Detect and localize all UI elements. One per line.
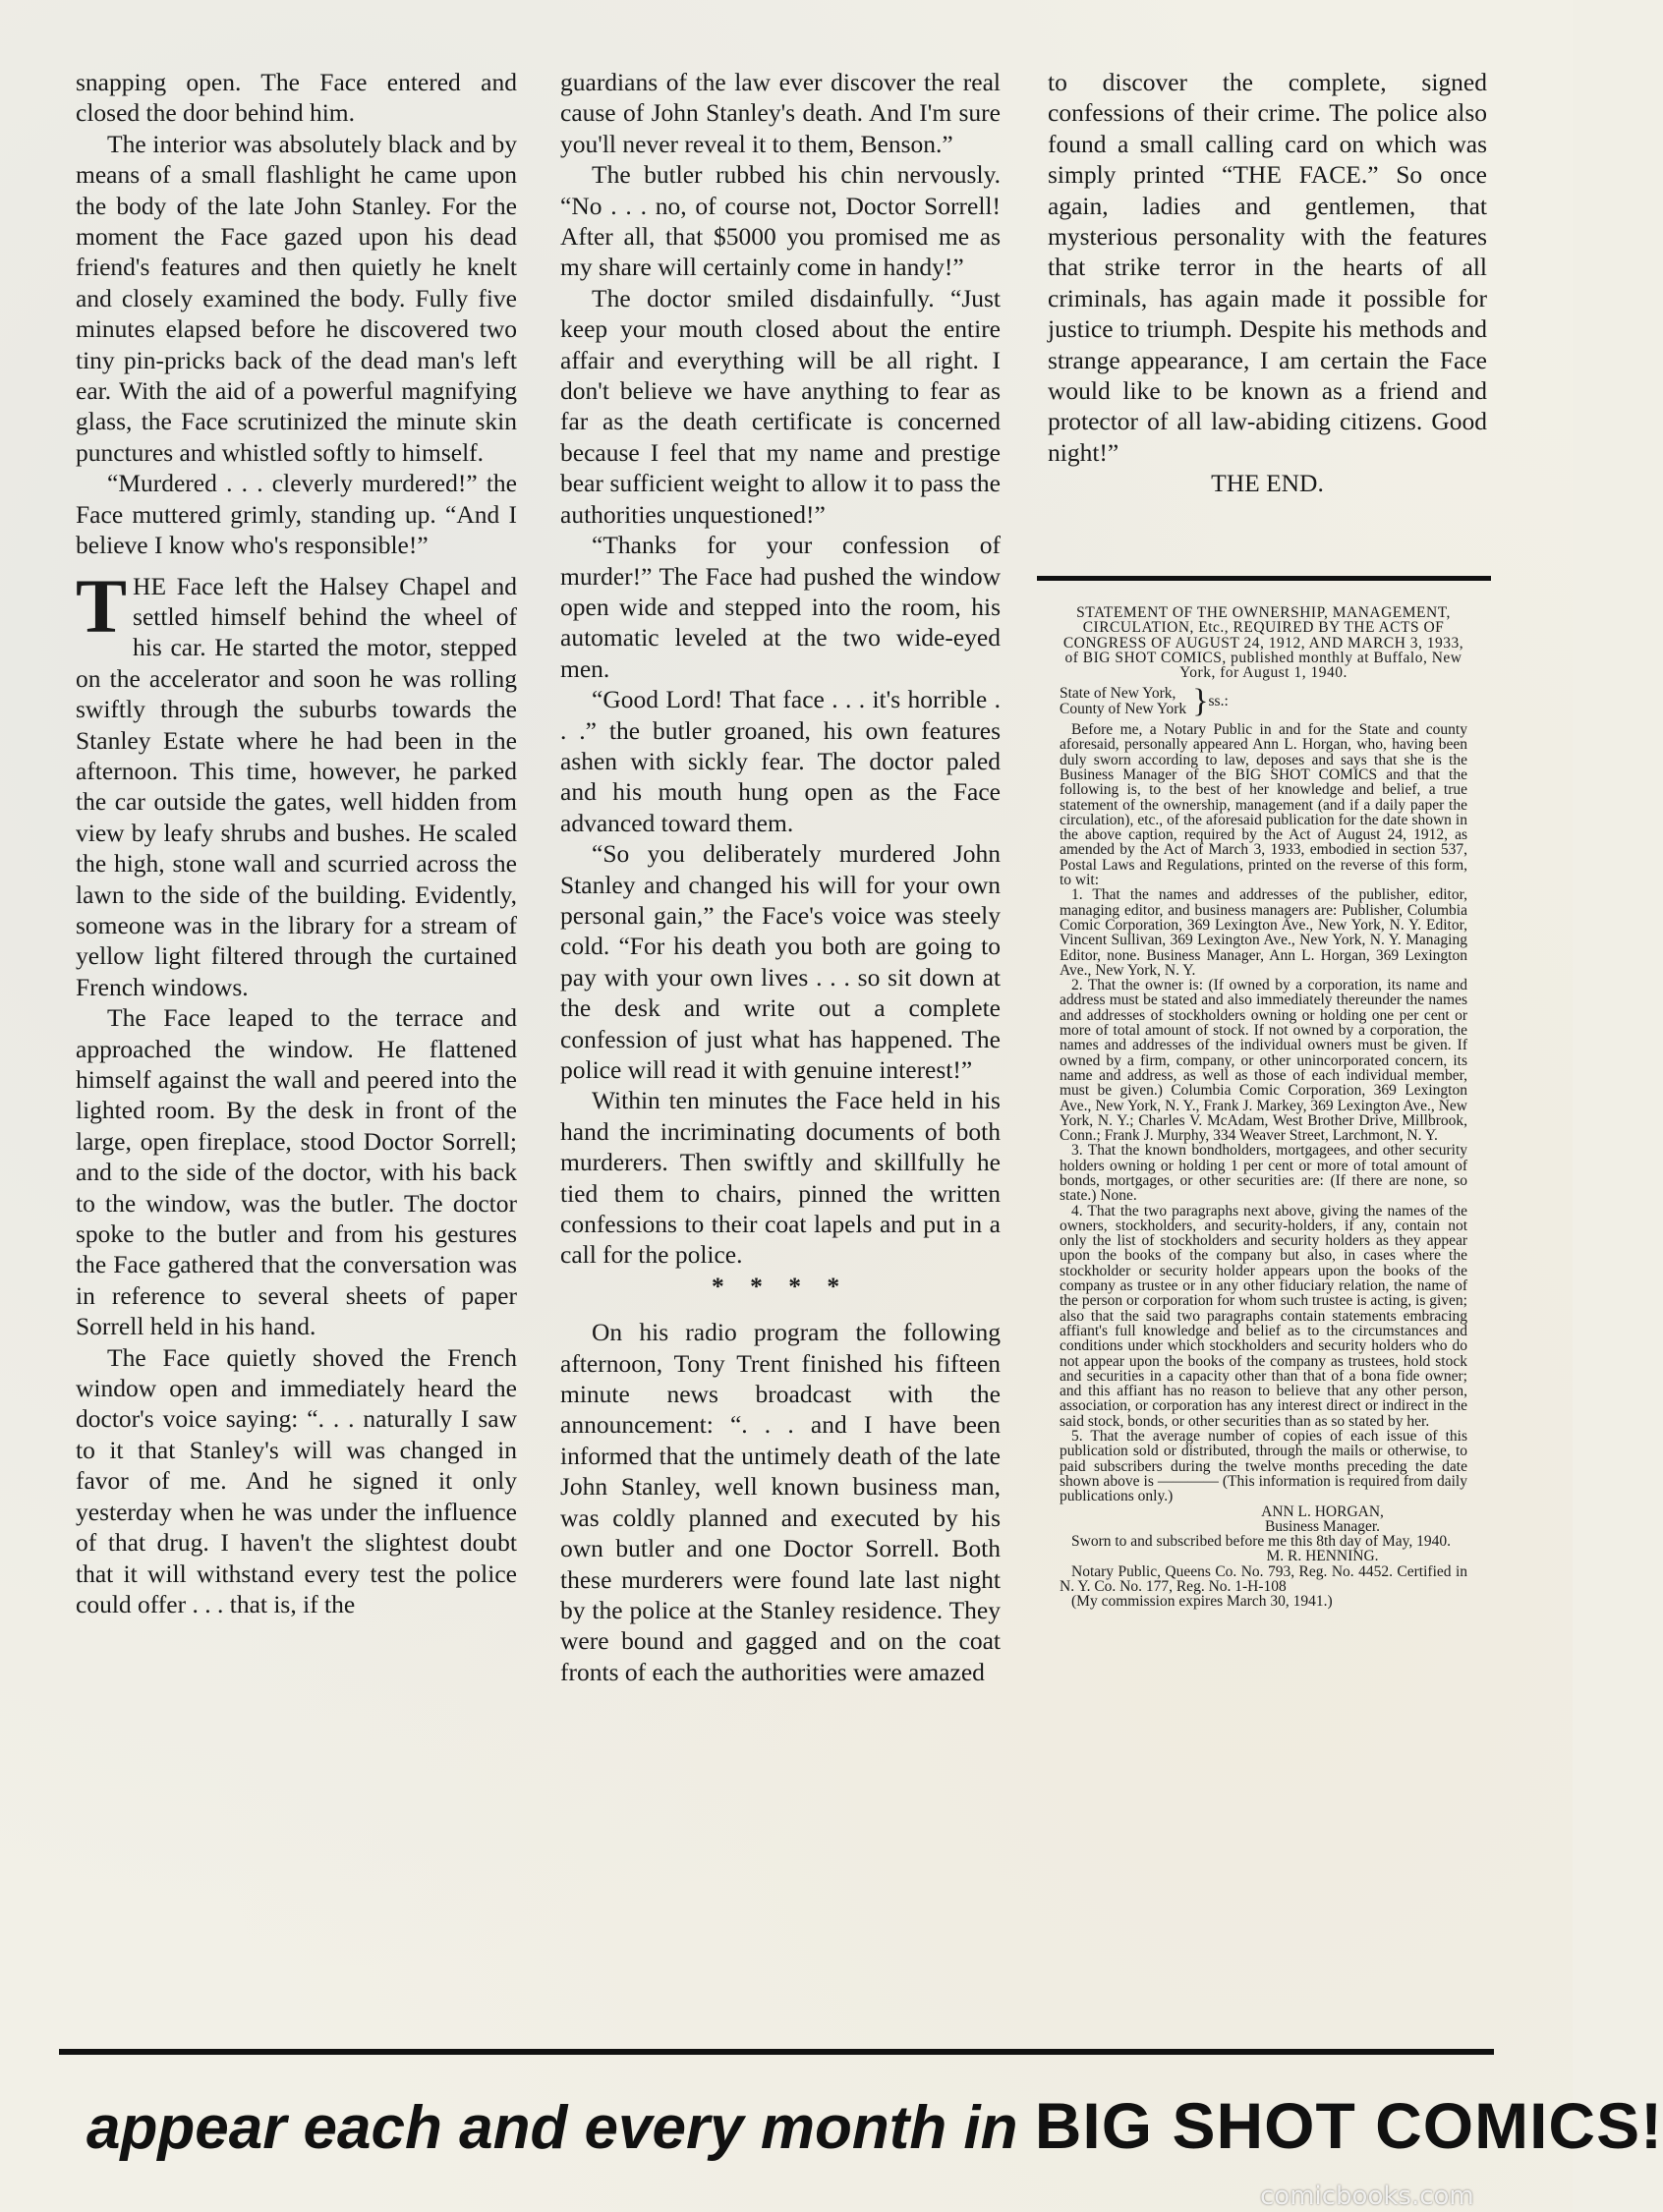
paragraph: The Face quietly shoved the French window open and immediately heard the doctor's voice saying: “. . . naturally I saw to it that Stanley's will was changed in favor of me. And he signed it only yesterday when he was under the influence of that drug. I haven't the slightest doubt that it will withstand every test the police could offer . . . that is, if the [76, 1342, 517, 1618]
sworn-statement: Sworn to and subscribed before me this 8th day of May, 1940. [1071, 1533, 1451, 1551]
brace-glyph: } [1192, 682, 1209, 719]
paragraph: On his radio program the following afternoon, Tony Trent finished his fifteen minute news broadcast with the announcement: “. . . and I have been informed that the untimely death of the late John Stanley, well known business man, was coldly planned and executed by his own butler and one Doctor Sorrell. Both these murderers were found late last night by the police at the Stanley residence. They were bound and gagged and on the coat fronts of each the authorities were amazed [560, 1318, 1001, 1686]
statement-item: 4. That the two paragraphs next above, giving the names of the owners, stockholders, and security-holders, if any, contain not only the list of stockholders and security holders as they appear upon the books of the company but also, in cases where the stockholder or security holder appears upon the books of the company as trustee or in any other fiduciary relation, the name of the person or corporation for whom such trustee is acting, is given; also that the said two paragraphs contain statements embracing affiant's full knowledge and belief as to the circumstances and conditions under which stockholders and security holders who do not appear upon the books of the company as trustees, hold stock and securities in a capacity other than that of a bona fide owner; and this affiant has no reason to believe that any other person, association, or corporation has any interest direct or indirect in the said stock, bonds, or other securities than as so stated by her. [1060, 1202, 1467, 1430]
paragraph: “So you deliberately murdered John Stanley and changed his will for your own personal gain,” the Face's voice was steely cold. “For his death you both are going to pay with your own lives . . . so sit down at the desk and write out a complete confession of just what has happened. The police will read it with genuine interest!” [560, 839, 1001, 1084]
watermark: comicbooks.com [1260, 2182, 1474, 2211]
venue-state: State of New York, [1060, 685, 1176, 703]
divider-rule [1037, 576, 1491, 581]
paragraph: Within ten minutes the Face held in his hand the incriminating documents of both murderers. Then swiftly and skillfully he tied them to chairs, pinned the written confessions to their coat lapels and put in a call for the police. [560, 1086, 1001, 1270]
footer-banner [86, 2081, 1663, 2170]
statement-body: Before me, a Notary Public in and for the State and county aforesaid, personally appeared Ann L. Horgan, who, having been duly sworn according to law, deposes and says that she is the Business Manager of the BIG SHOT COMICS and that the following is, to the best of her knowledge and belief, a true statement of the ownership, management (and if a daily paper the circulation), etc., of the aforesaid publication for the date shown in the above caption, required by the Act of August 24, 1912, as amended by the Act of March 3, 1933, embodied in section 537, Postal Laws and Regulations, printed on the reverse of this form, to wit: [1060, 721, 1467, 889]
story-column-2 [560, 67, 1001, 2064]
ownership-statement [1060, 605, 1467, 2045]
footer-rule [59, 2049, 1494, 2055]
statement-item: 5. That the average number of copies of each issue of this publication sold or distributed, through the mails or otherwise, to paid subscribers during the twelve months preceding the date shown above is ———— (This information is required from daily publications only.) [1060, 1428, 1467, 1505]
the-end-label: THE END. [1211, 469, 1324, 498]
venue-ss: ss.: [1208, 693, 1229, 710]
statement-item: 1. That the names and addresses of the publisher, editor, managing editor, and business managers are: Publisher, Columbia Comic Corporation, 369 Lexington Ave., New York, N. Y. Editor, Vincent Sullivan, 369 Lexington Ave., New York, N. Y. Managing Editor, none. Business Manager, Ann L. Horgan, 369 Lexington Ave., New York, N. Y. [1060, 886, 1467, 979]
paragraph-text: HE Face left the Halsey Chapel and settled himself behind the wheel of his car. He started the motor, stepped on the accelerator and soon he was rolling swiftly through the suburbs towards the Stanley Estate where he had been in the afternoon. This time, however, he parked the car outside the gates, well hidden from view by leafy shrubs and bushes. He scaled the high, stone wall and scurried across the lawn to the side of the building. Evidently, someone was in the library for a stream of yellow light filtered through the curtained French windows. [76, 571, 517, 1001]
paragraph: The interior was absolutely black and by means of a small flashlight he came upon the body of the late John Stanley. For the moment the Face gazed upon his dead friend's features and then quietly he knelt and closely examined the body. Fully five minutes elapsed before he discovered two tiny pin-pricks back of the dead man's left ear. With the aid of a powerful magnifying glass, the Face scrutinized the minute skin punctures and whistled softly to himself. [76, 129, 517, 467]
paragraph: The Face leaped to the terrace and approached the window. He flattened himself against the wall and peered into the lighted room. By the desk in front of the large, open fireplace, stood Doctor Sorrell; and to the side of the doctor, with his back to the window, was the butler. The doctor spoke to the butler and from his gestures the Face gathered that the conversation was in reference to several sheets of paper Sorrell held in his hand. [76, 1003, 517, 1341]
story-column-1 [76, 67, 517, 2064]
banner-lead: appear each and every month in [86, 2094, 1018, 2162]
paragraph: “Good Lord! That face . . . it's horrible . . .” the butler groaned, his own features ashen with sickly fear. The doctor paled and his mouth hung open as the Face advanced toward them. [560, 685, 1001, 837]
section-break: * * * * [711, 1271, 850, 1300]
signature-name: ANN L. HORGAN, [1261, 1503, 1384, 1520]
statement-venue [1060, 682, 1467, 719]
venue-county: County of New York [1060, 700, 1187, 717]
notary-name: M. R. HENNING. [1266, 1548, 1379, 1565]
notary-details: Notary Public, Queens Co. No. 793, Reg. No. 4452. Certified in N. Y. Co. No. 177, Reg. No. 1-H-108 [1060, 1562, 1467, 1595]
paragraph: snapping open. The Face entered and closed the door behind him. [76, 68, 517, 128]
paragraph-with-dropcap [76, 562, 517, 1003]
signature-title: Business Manager. [1264, 1517, 1381, 1535]
banner-title: BIG SHOT COMICS! [1034, 2089, 1663, 2162]
paragraph: guardians of the law ever discover the real cause of John Stanley's death. And I'm sure you'll never reveal it to them, Benson.” [560, 68, 1001, 158]
statement-heading: STATEMENT OF THE OWNERSHIP, MANAGEMENT, CIRCULATION, Etc., REQUIRED BY THE ACTS OF CONGRESS OF AUGUST 24, 1912, AND MARCH 3, 1933, of BIG SHOT COMICS, published monthly at Buffalo, New York, for August 1, 1940. [1062, 604, 1464, 682]
paragraph: The butler rubbed his chin nervously. “No . . . no, of course not, Doctor Sorrell! After all, that $5000 you promised me as my share will certainly come in handy!” [560, 160, 1001, 282]
story-column-3 [1048, 67, 1487, 578]
drop-cap: T [76, 562, 128, 649]
paragraph: “Thanks for your confession of murder!” The Face had pushed the window open wide and stepped into the room, his automatic leveled at the two wide-eyed men. [560, 531, 1001, 683]
statement-item: 2. That the owner is: (If owned by a corporation, its name and address must be stated and also immediately thereunder the names and addresses of stockholders owning or holding one per cent or more of total amount of stock. If not owned by a corporation, the names and addresses of the individual owners must be given. If owned by a firm, company, or other unincorporated concern, its name and address, as well as those of each individual member, must be given.) Columbia Comic Corporation, 369 Lexington Ave., New York, N. Y., Frank J. Markey, 369 Lexington Ave., New York, N. Y.; Charles V. McAdam, West Brother Drive, Millbrook, Conn.; Frank J. Murphy, 334 Weaver Street, Larchmont, N. Y. [1060, 977, 1467, 1145]
paragraph: The doctor smiled disdainfully. “Just keep your mouth closed about the entire affair and everything will be all right. I don't believe we have anything to fear as far as the death certificate is concerned because I feel that my name and prestige bear sufficient weight to allow it to pass the authorities unquestioned!” [560, 283, 1001, 529]
commission-expiry: (My commission expires March 30, 1941.) [1071, 1593, 1333, 1611]
statement-item: 3. That the known bondholders, mortgagees, and other security holders owning or holding 1 per cent or more of total amount of bonds, mortgages, or other securities are: (If there are none, so state.) None. [1060, 1142, 1467, 1205]
paragraph: “Murdered . . . cleverly murdered!” the Face muttered grimly, standing up. “And I believe I know who's responsible!” [76, 469, 517, 560]
paragraph: to discover the complete, signed confessions of their crime. The police also found a small calling card on which was simply printed “THE FACE.” So once again, ladies and gentlemen, that mysterious personality with the features that strike terror in the hearts of all criminals, has again made it possible for justice to triumph. Despite his methods and strange appearance, I am certain the Face would like to be known as a friend and protector of all law-abiding citizens. Good night!” [1048, 68, 1487, 467]
